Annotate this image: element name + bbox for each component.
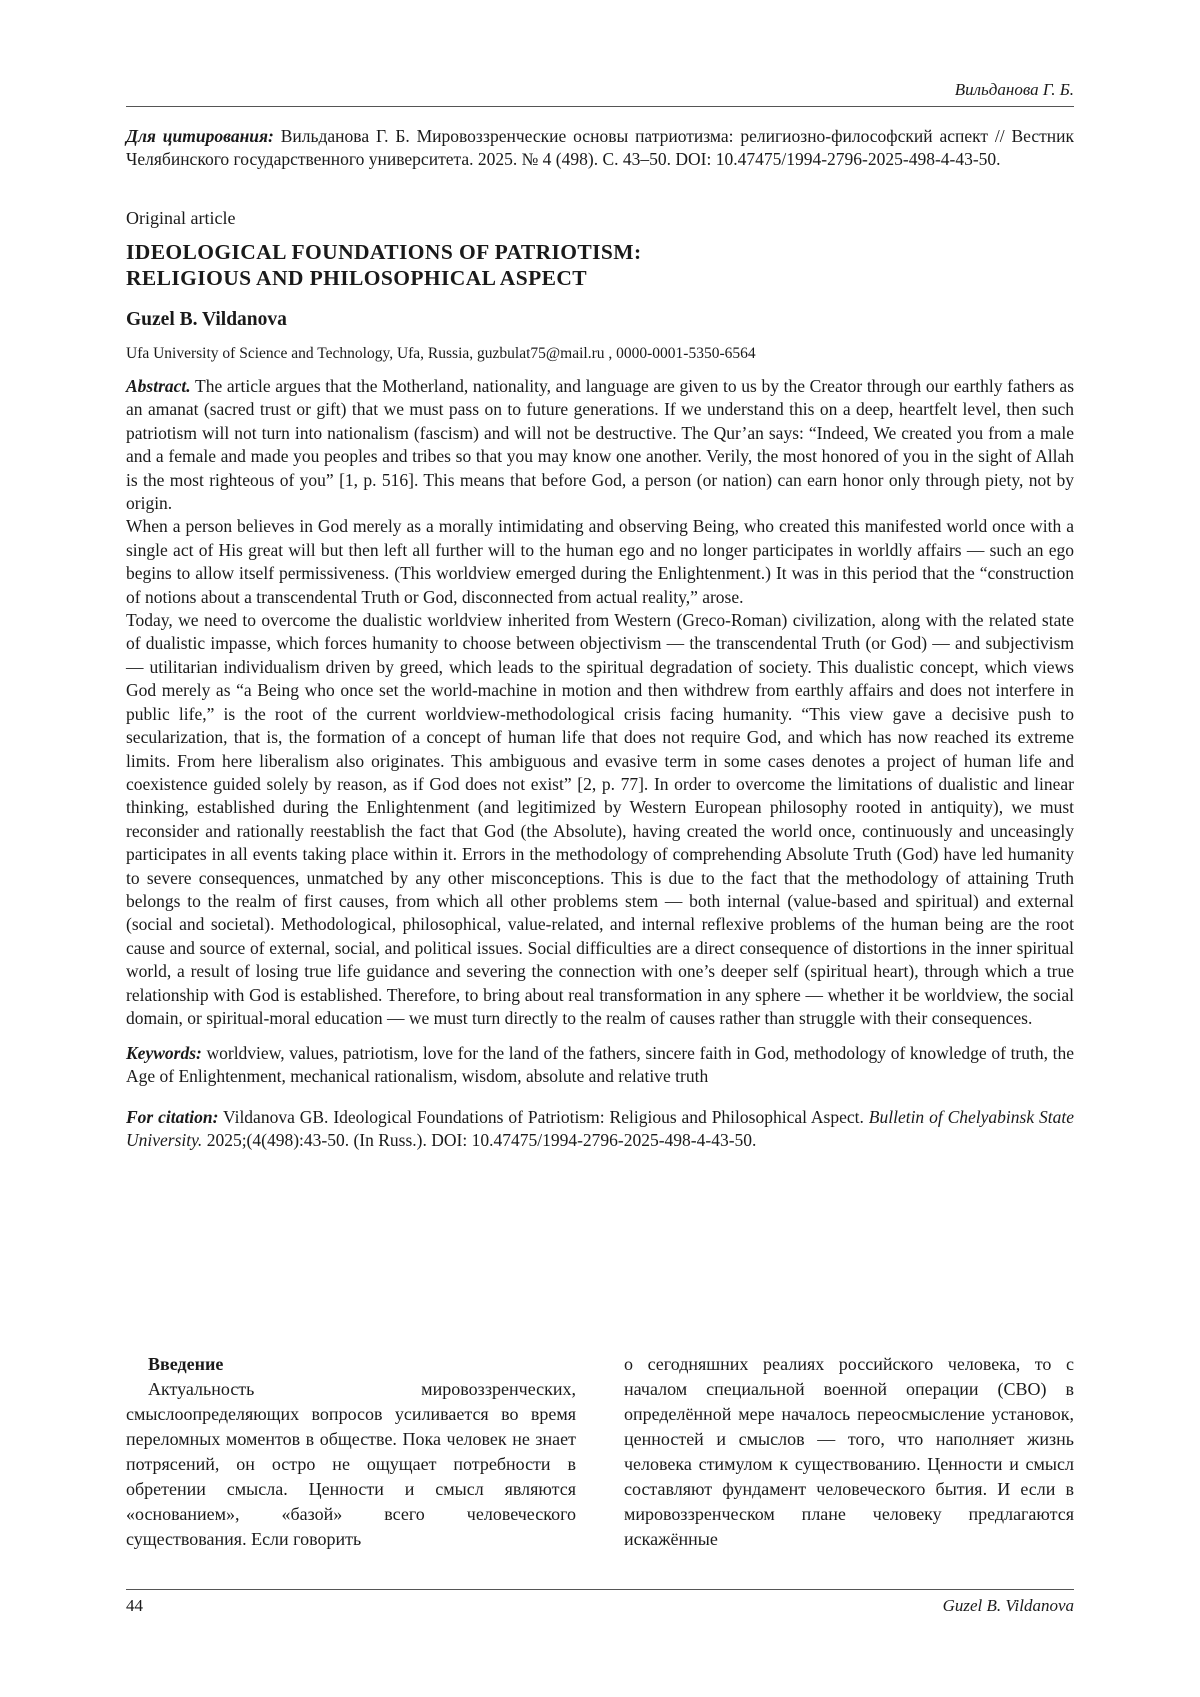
author-affiliation: Ufa University of Science and Technology, Ufa, Russia, guzbulat75@mail.ru , 0000-0001-5350-6564 — [126, 345, 756, 362]
citation-journal-name: Bulletin of Chelyabinsk State University. — [126, 1107, 1074, 1151]
running-author: Вильданова Г. Б. — [954, 80, 1074, 99]
citation-russian — [126, 125, 1074, 171]
citation-russian-text: Вильданова Г. Б. Мировоззренческие основы патриотизма: религиозно-философский аспект // Вестник Челябинского государственного университета. 2025. № 4 (498). С. 43–50. DOI: 10.47475/1994-2796-2025-498-4-43-50. — [126, 126, 1075, 169]
abstract-paragraph-3: Today, we need to overcome the dualistic worldview inherited from Western (Greco-Roman) civilization, along with the related state of dualistic impasse, which forces humanity to choose between objectivism — the transcendental Truth (or God) — and subjectivism — utilitarian individualism driven by greed, which leads to the spiritual degradation of society. This dualistic concept, which views God merely as “a Being who once set the world-machine in motion and then withdrew from earthly affairs and does not interfere in public life,” is the root of the current worldview-methodological crisis facing humanity. “This view gave a decisive push to secularization, that is, the formation of a concept of human life that does not require God, and which has now reached its extreme limits. From here liberalism also originates. This ambiguous and evasive term in some cases denotes a project of human life and coexistence guided solely by reason, as if God does not exist” [2, p. 77]. In order to overcome the limitations of dualistic and linear thinking, established during the Enlightenment (and legitimized by Western European philosophy rooted in antiquity), we must reconsider and rationally reestablish the fact that God (the Absolute), having created the world once, continuously and unceasingly participates in all events taking place within it. Errors in the methodology of comprehending Absolute Truth (God) have led humanity to severe consequences, unmatched by any other misconceptions. This is due to the fact that the methodology of attaining Truth belongs to the realm of first causes, from which all other problems stem — both internal (value-based and spiritual) and external (social and societal). Methodological, philosophical, value-related, and internal reflexive problems of the human being are the root cause and source of external, social, and political issues. Social difficulties are a direct consequence of distortions in the inner spiritual world, a result of losing true life guidance and severing the connection with one’s deeper self (spiritual heart), through which a true relationship with God is established. Therefore, to bring about real transformation in any sphere — whether it be worldview, the social domain, or spiritual-moral education — we must turn directly to the realm of causes rather than struggle with their consequences. — [126, 610, 1074, 1028]
citation-english-details: 2025;(4(498):43-50. (In Russ.). DOI: 10.47475/1994-2796-2025-498-4-43-50. — [206, 1130, 757, 1151]
article-type: Original article — [126, 208, 236, 228]
abstract-paragraph-2: When a person believes in God merely as a morally intimidating and observing Being, who created this manifested world once with a single act of His great will but then left all further will to the human ego and no longer participates in worldly affairs — such an ego begins to allow itself permissiveness. (This worldview emerged during the Enlightenment.) It was in this period that the “construction of notions about a transcendental Truth or God, disconnected from actual reality,” arose. — [126, 516, 1074, 607]
introduction-text-right: о сегодняшних реалиях российского человека, то с началом специальной военной операции (СВО) в определённой мере началось переосмысление установок, ценностей и смыслов — того, что наполняет жизнь человека стимулом к существованию. Ценности и смысл составляют фундамент человеческого бытия. И если в мировоззренческом плане человеку предлагаются искажённые — [624, 1354, 1074, 1549]
body-column-left — [126, 1352, 576, 1552]
author-name: Guzel B. Vildanova — [126, 309, 287, 330]
abstract-paragraph-1 — [126, 375, 1074, 515]
footer-author: Guzel B. Vildanova — [942, 1596, 1074, 1615]
body-columns — [126, 1352, 1074, 1578]
abstract — [126, 375, 1074, 1030]
citation-russian-label: Для цитирования: — [126, 126, 274, 146]
page-number: 44 — [126, 1596, 143, 1615]
abstract-text-1: The article argues that the Motherland, nationality, and language are given to us by the Creator through our earthly fathers as an amanat (sacred trust or gift) that we must pass on to future generations. If we understand this on a deep, heartfelt level, then such patriotism will not turn into nationalism (fascism) and will not be destructive. The Qur’an says: “Indeed, We created you from a male and a female and made you peoples and tribes so that you may know one another. Verily, the most honored of you in the sight of Allah is the most righteous of you” [1, p. 516]. This means that before God, a person (or nation) can earn honor only through piety, not by origin. — [126, 376, 1075, 514]
article-title — [126, 239, 1074, 291]
citation-english — [126, 1106, 1074, 1152]
keywords-text: worldview, values, patriotism, love for the land of the fathers, sincere faith in God, methodology of knowledge of truth, the Age of Enlightenment, mechanical rationalism, wisdom, absolute and relative truth — [126, 1043, 1075, 1087]
abstract-label: Abstract. — [126, 376, 191, 396]
keywords — [126, 1042, 1074, 1088]
keywords-label: Keywords: — [126, 1043, 202, 1064]
introduction-text-left: Актуальность мировоззренческих, смыслоопределяющих вопросов усиливается во время переломных моментов в обществе. Пока человек не знает потрясений, он остро не ощущает потребности в обретении смысла. Ценности и смысл являются «основанием», «базой» всего человеческого существования. Если говорить — [126, 1379, 576, 1549]
article-front-matter — [126, 125, 1074, 1152]
citation-english-label: For citation: — [126, 1107, 219, 1128]
article-title-line-2: RELIGIOUS AND PHILOSOPHICAL ASPECT — [126, 266, 588, 290]
citation-english-text: Vildanova GB. Ideological Foundations of Patriotism: Religious and Philosophical Aspect. — [223, 1107, 864, 1128]
introduction-heading: Введение — [148, 1354, 224, 1374]
running-header — [126, 80, 1074, 107]
article-title-line-1: IDEOLOGICAL FOUNDATIONS OF PATRIOTISM: — [126, 240, 642, 264]
footer-divider — [126, 1589, 1074, 1590]
body-column-right — [624, 1352, 1074, 1552]
